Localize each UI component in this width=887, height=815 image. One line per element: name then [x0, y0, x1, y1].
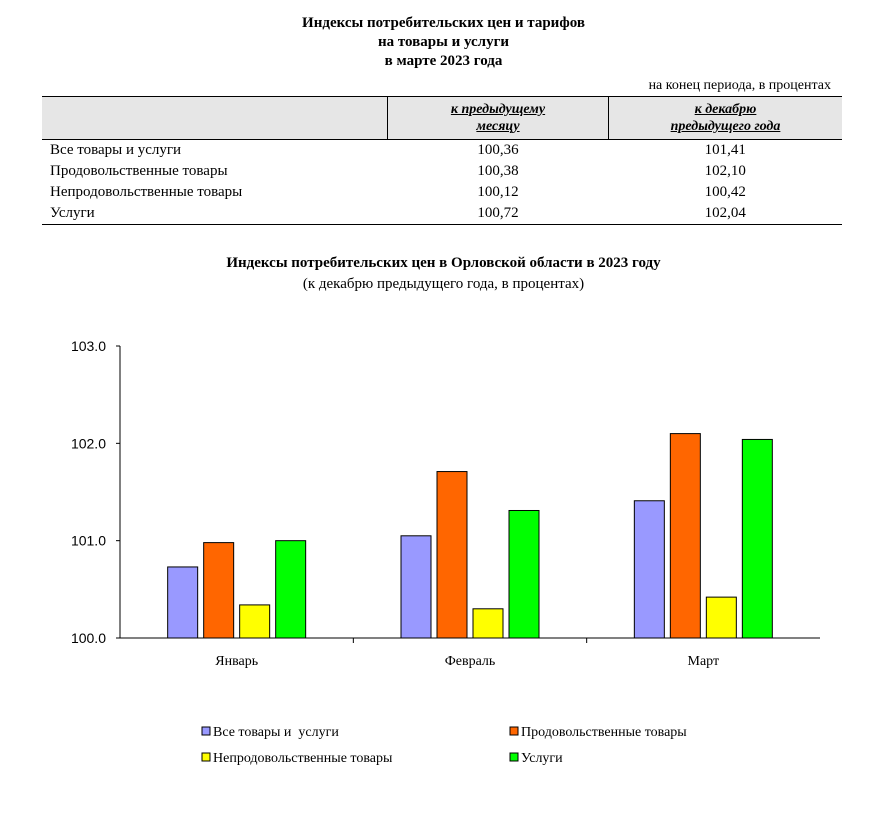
x-category-label: Март — [687, 654, 720, 669]
header-prev-dec-line1: к декабрю — [694, 102, 757, 117]
row-prev-month: 100,12 — [477, 184, 519, 200]
x-category-label: Февраль — [444, 654, 496, 669]
row-prev-dec: 102,10 — [704, 163, 746, 179]
bar-1-2 — [401, 536, 431, 638]
page-title-line3: в марте 2023 года — [384, 53, 503, 69]
bar-2-3 — [670, 434, 700, 638]
bar-1-3 — [634, 501, 664, 638]
x-category-label: Январь — [215, 654, 259, 669]
legend-swatch — [510, 753, 518, 761]
legend-swatch — [510, 727, 518, 735]
bar-1-1 — [168, 567, 198, 638]
page-title-line2: на товары и услуги — [377, 34, 510, 50]
bar-4-1 — [276, 541, 306, 638]
legend-swatch — [202, 727, 210, 735]
table-header-prev-month — [388, 97, 609, 140]
row-prev-dec: 102,04 — [609, 203, 843, 225]
header-prev-dec-line2: предыдущего года — [670, 119, 781, 134]
y-tick-label: 103.0 — [70, 338, 106, 354]
table-row — [42, 182, 842, 203]
legend-label: Продовольственные товары — [521, 725, 687, 740]
y-tick-label: 100.0 — [70, 630, 106, 646]
bar-2-1 — [204, 543, 234, 638]
page-title: Индексы потребительских цен и тарифов — [302, 15, 585, 31]
bar-4-2 — [509, 510, 539, 638]
bar-chart — [0, 300, 887, 800]
row-prev-month: 100,72 — [388, 203, 609, 225]
header-prev-month-line2: месяцу — [476, 119, 520, 134]
row-label: Продовольственные товары — [50, 163, 228, 179]
y-tick-label: 102.0 — [70, 435, 106, 452]
plot-area — [71, 338, 820, 669]
price-index-table — [42, 96, 842, 225]
bar-4-3 — [742, 439, 772, 638]
legend-label: Услуги — [521, 751, 563, 766]
bar-2-2 — [437, 472, 467, 638]
bar-3-2 — [473, 609, 503, 638]
row-prev-month: 100,38 — [477, 163, 519, 179]
bar-3-3 — [706, 597, 736, 638]
table-row — [42, 203, 842, 225]
bar-3-1 — [240, 605, 270, 638]
row-label: Все товары и услуги — [50, 142, 182, 158]
legend-label: Непродовольственные товары — [213, 751, 393, 766]
table-row — [42, 161, 842, 182]
table-header-prev-dec — [609, 97, 843, 140]
row-label: Услуги — [42, 203, 388, 225]
chart-title: Индексы потребительских цен в Орловской области в 2023 году — [226, 255, 661, 271]
y-tick-label: 101.0 — [70, 532, 106, 549]
table-header-empty — [42, 97, 388, 140]
row-prev-dec: 100,42 — [704, 184, 746, 200]
row-prev-dec: 101,41 — [704, 142, 746, 158]
table-row — [42, 140, 842, 162]
row-prev-month: 100,36 — [477, 142, 519, 158]
chart-subtitle: (к декабрю предыдущего года, в процентах) — [302, 276, 585, 292]
unit-note: на конец периода, в процентах — [648, 78, 831, 93]
legend — [202, 725, 687, 766]
table-header-row — [42, 97, 842, 140]
legend-swatch — [202, 753, 210, 761]
row-label: Непродовольственные товары — [50, 184, 243, 200]
header-prev-month-line1: к предыдущему — [450, 102, 546, 117]
legend-label: Все товары и услуги — [213, 725, 339, 740]
